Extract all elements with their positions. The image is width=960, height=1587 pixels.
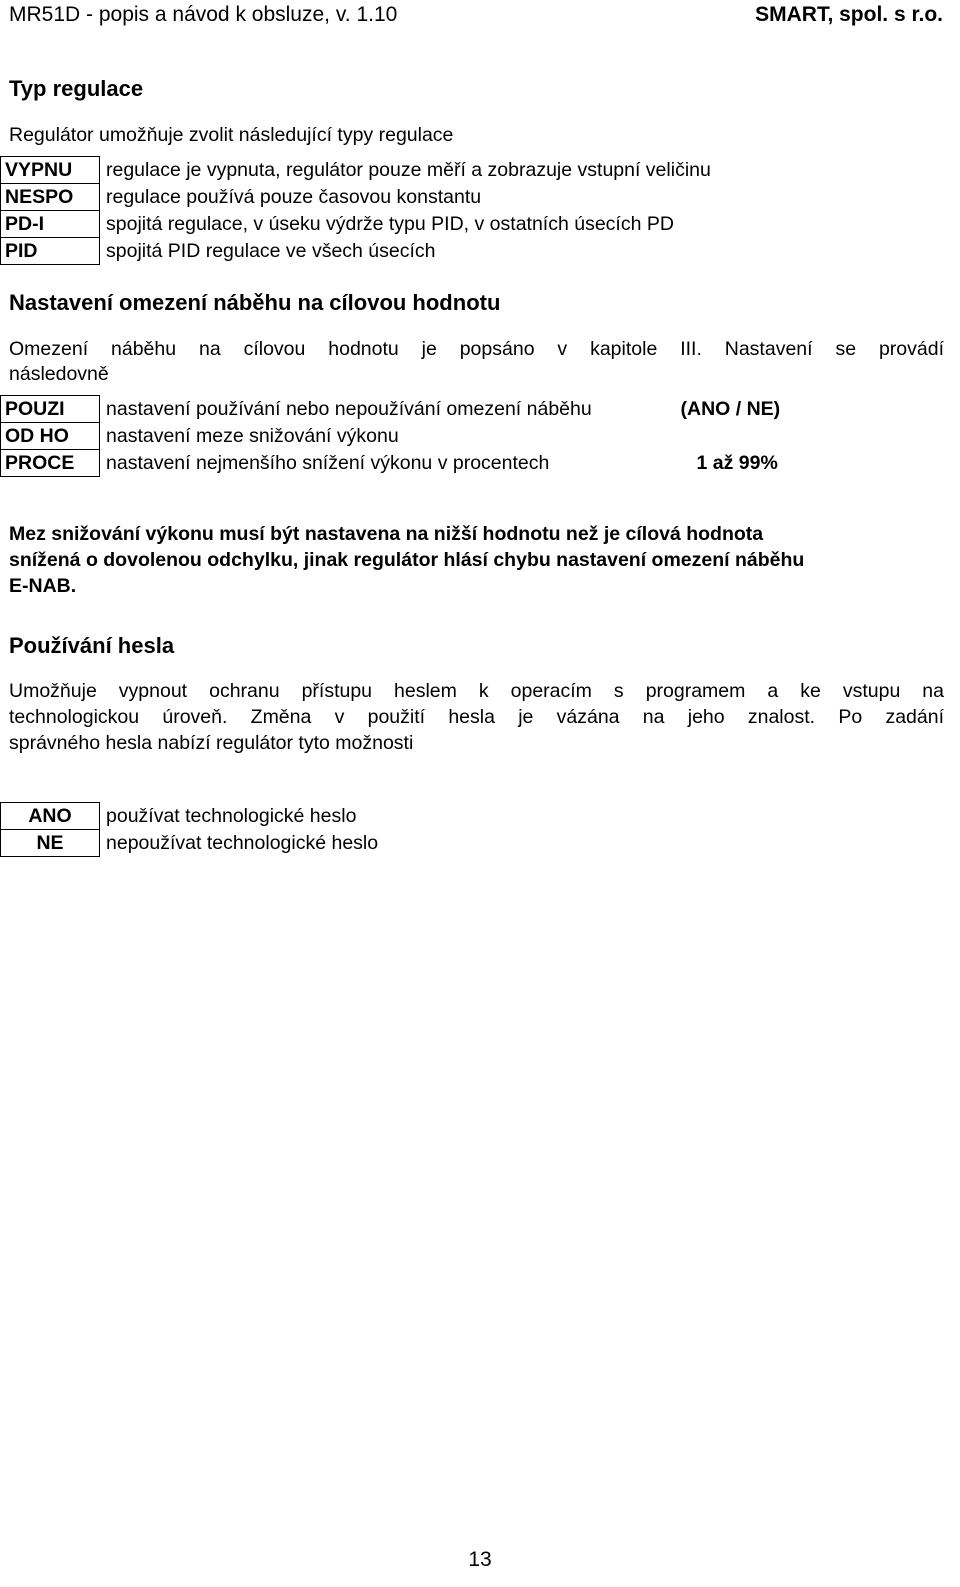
password-options-table <box>0 802 379 857</box>
parameter-description: nastavení nejmenšího snížení výkonu v procentech <box>106 451 550 474</box>
paragraph-line: správného hesla nabízí regulátor tyto možnosti <box>9 732 414 754</box>
parameter-description: nastavení používání nebo nepoužívání omezení náběhu <box>106 397 592 420</box>
option-code: VYPNU <box>1 157 100 184</box>
option-description: regulace je vypnuta, regulátor pouze měří a zobrazuje vstupní veličinu <box>106 158 711 181</box>
ramp-limit-settings-table <box>0 395 781 477</box>
option-description: nepoužívat technologické heslo <box>106 831 379 854</box>
option-description: regulace používá pouze časovou konstantu <box>106 185 482 208</box>
section-title-nastaveni-omezeni: Nastavení omezení náběhu na cílovou hodnotu <box>9 290 501 315</box>
option-description: spojitá PID regulace ve všech úsecích <box>106 239 436 262</box>
page-number: 13 <box>468 1548 492 1571</box>
section-title-pouzivani-hesla: Používání hesla <box>9 633 175 658</box>
option-code: PD-I <box>1 211 100 238</box>
parameter-value: 1 až 99% <box>696 451 778 474</box>
company-name: SMART, spol. s r.o. <box>755 3 943 26</box>
table-row <box>1 423 781 450</box>
parameter-code: POUZI <box>1 396 100 423</box>
parameter-values <box>681 423 781 450</box>
table-row <box>1 184 712 211</box>
table-row <box>1 157 712 184</box>
parameter-description: nastavení meze snižování výkonu <box>106 424 399 447</box>
option-code: PID <box>1 238 100 265</box>
table-row <box>1 450 781 477</box>
table-row <box>1 803 379 830</box>
option-code: NESPO <box>1 184 100 211</box>
table-row <box>1 830 379 857</box>
warning-line: snížená o dovolenou odchylku, jinak regulátor hlásí chybu nastavení omezení náběhu <box>9 549 805 571</box>
parameter-value: (ANO / NE) <box>680 397 781 420</box>
option-code: ANO <box>1 803 100 830</box>
option-description: spojitá regulace, v úseku výdrže typu PID, v ostatních úsecích PD <box>106 212 674 235</box>
section-intro-line: Omezení náběhu na cílovou hodnotu je popsáno v kapitole III. Nastavení se provádí <box>9 338 944 360</box>
table-row <box>1 211 712 238</box>
section-intro: Regulátor umožňuje zvolit následující typy regulace <box>9 124 454 146</box>
document-header-title: MR51D - popis a návod k obsluze, v. 1.10 <box>9 3 398 26</box>
parameter-values <box>681 396 781 423</box>
paragraph-line: Umožňuje vypnout ochranu přístupu heslem k operacím s programem a ke vstupu na <box>9 680 944 702</box>
warning-line: E-NAB. <box>9 575 77 597</box>
parameter-values <box>681 450 781 477</box>
table-row <box>1 396 781 423</box>
table-row <box>1 238 712 265</box>
warning-line: Mez snižování výkonu musí být nastavena na nižší hodnotu než je cílová hodnota <box>9 523 764 545</box>
regulation-types-table <box>0 156 712 265</box>
paragraph-line: technologickou úroveň. Změna v použití hesla je vázána na jeho znalost. Po zadání <box>9 706 944 728</box>
option-code: NE <box>1 830 100 857</box>
option-description: používat technologické heslo <box>106 804 357 827</box>
section-intro-line: následovně <box>9 363 109 385</box>
parameter-code: OD HO <box>1 423 100 450</box>
parameter-code: PROCE <box>1 450 100 477</box>
section-title-typ-regulace: Typ regulace <box>9 76 144 101</box>
